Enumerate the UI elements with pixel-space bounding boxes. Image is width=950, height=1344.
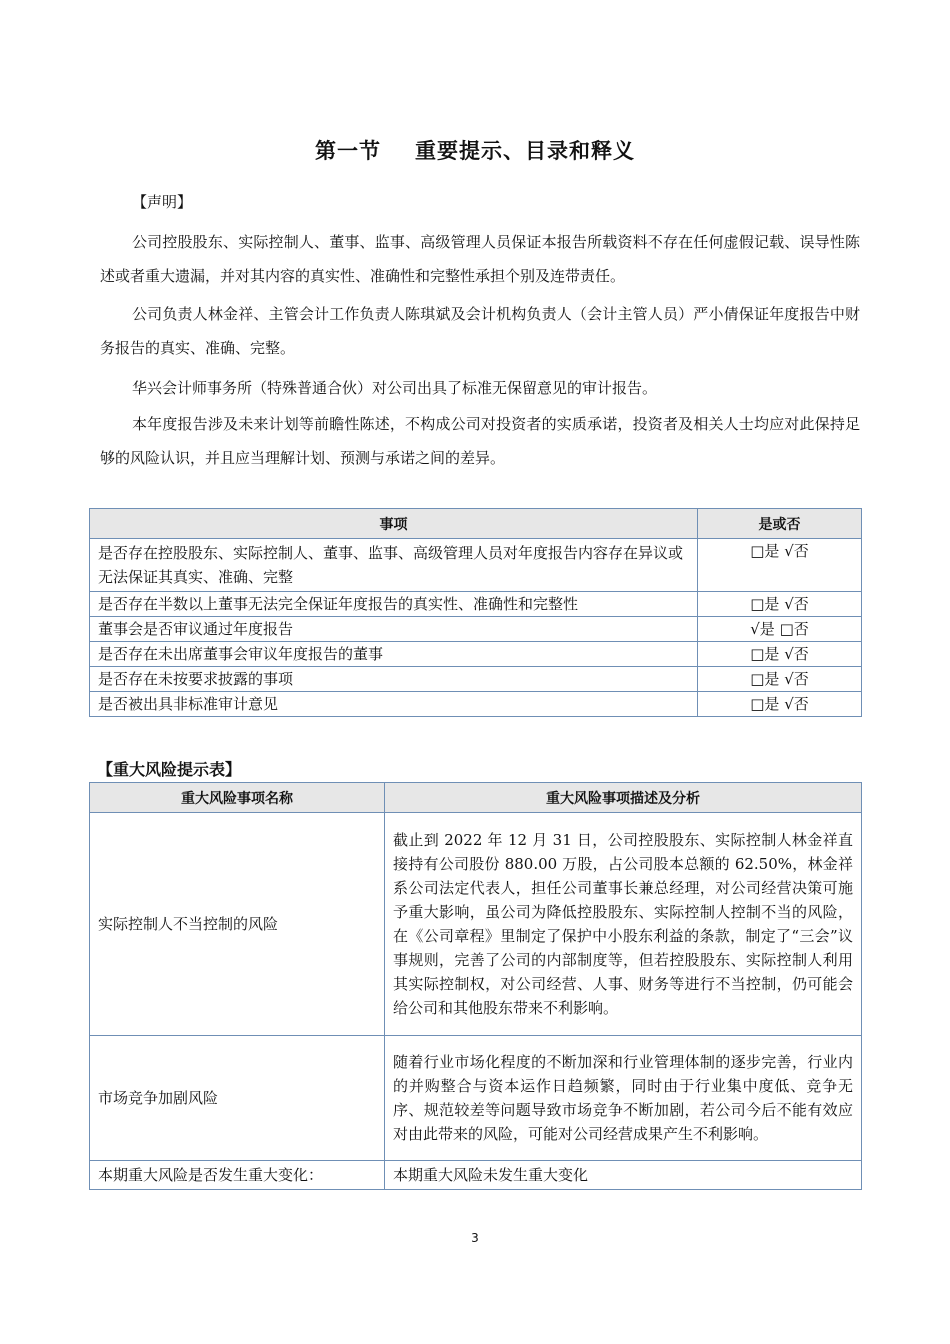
matter-answer: □是 √否 — [698, 592, 862, 617]
paragraph-auditor: 华兴会计师事务所（特殊普通合伙）对公司出具了标准无保留意见的审计报告。 — [132, 379, 658, 397]
risk-table-heading: 【重大风险提示表】 — [97, 760, 242, 779]
matter-answer: □是 √否 — [698, 642, 862, 667]
paragraph-forward-looking: 本年度报告涉及未来计划等前瞻性陈述，不构成公司对投资者的实质承诺，投资者及相关人士均应对此保持足够的风险认识，并且应当理解计划、预测与承诺之间的差异。 — [100, 415, 860, 467]
matter-answer: □是 √否 — [698, 539, 862, 592]
page-title — [0, 135, 950, 165]
header-answer: 是或否 — [698, 509, 862, 539]
risk-change-value: 本期重大风险未发生重大变化 — [385, 1161, 862, 1190]
header-risk-desc: 重大风险事项描述及分析 — [385, 783, 862, 813]
section-number: 第一节 — [315, 139, 381, 163]
matter-item: 是否被出具非标准审计意见 — [90, 692, 698, 717]
table-header-row — [90, 509, 862, 539]
statement-label: 【声明】 — [132, 193, 193, 211]
table-row — [90, 692, 862, 717]
paragraph-guarantee: 公司控股股东、实际控制人、董事、监事、高级管理人员保证本报告所载资料不存在任何虚假记载、误导性陈述或者重大遗漏，并对其内容的真实性、准确性和完整性承担个别及连带责任。 — [100, 233, 860, 285]
table-row — [90, 667, 862, 692]
page-number: 3 — [471, 1231, 479, 1245]
risk-description: 截止到 2022 年 12 月 31 日，公司控股股东、实际控制人林金祥直接持有公司股份 880.00 万股，占公司股本总额的 62.50%，林金祥系公司法定代表人，担任公司董事长兼总经理，对公司经营决策可施予重大影响，虽公司为降低控股股东、实际控制人控制不当的风险，在《公司章程》里制定了保护中小股东利益的条款，制定了“三会”议事规则，完善了公司的内部制度等，但若控股股东、实际控制人利用其实际控制权，对公司经营、人事、财务等进行不当控制，仍可能会给公司和其他股东带来不利影响。 — [385, 813, 862, 1036]
table-header-row — [90, 783, 862, 813]
matter-answer: √是 □否 — [698, 617, 862, 642]
table-row — [90, 617, 862, 642]
table-row — [90, 813, 862, 1036]
risk-name: 实际控制人不当控制的风险 — [90, 813, 385, 1036]
matter-answer: □是 √否 — [698, 692, 862, 717]
risk-name: 市场竞争加剧风险 — [90, 1036, 385, 1161]
header-item: 事项 — [90, 509, 698, 539]
table-row — [90, 539, 862, 592]
table-row — [90, 592, 862, 617]
header-risk-name: 重大风险事项名称 — [90, 783, 385, 813]
risk-description: 随着行业市场化程度的不断加深和行业管理体制的逐步完善，行业内的并购整合与资本运作日趋频繁，同时由于行业集中度低、竞争无序、规范较差等问题导致市场竞争不断加剧，若公司今后不能有效应对由此带来的风险，可能对公司经营成果产生不利影响。 — [385, 1036, 862, 1161]
matter-item: 是否存在未按要求披露的事项 — [90, 667, 698, 692]
risk-table — [89, 782, 862, 1190]
table-row — [90, 1036, 862, 1161]
matter-answer: □是 √否 — [698, 667, 862, 692]
matter-item: 是否存在控股股东、实际控制人、董事、监事、高级管理人员对年度报告内容存在异议或无法保证其真实、准确、完整 — [90, 539, 698, 592]
section-title: 重要提示、目录和释义 — [415, 139, 635, 163]
matter-item: 董事会是否审议通过年度报告 — [90, 617, 698, 642]
risk-change-label: 本期重大风险是否发生重大变化： — [90, 1161, 385, 1190]
paragraph-responsible-persons: 公司负责人林金祥、主管会计工作负责人陈琪斌及会计机构负责人（会计主管人员）严小倩保证年度报告中财务报告的真实、准确、完整。 — [100, 305, 860, 357]
matter-item: 是否存在未出席董事会审议年度报告的董事 — [90, 642, 698, 667]
table-row — [90, 1161, 862, 1190]
matter-item: 是否存在半数以上董事无法完全保证年度报告的真实性、准确性和完整性 — [90, 592, 698, 617]
matters-table — [89, 508, 862, 717]
table-row — [90, 642, 862, 667]
